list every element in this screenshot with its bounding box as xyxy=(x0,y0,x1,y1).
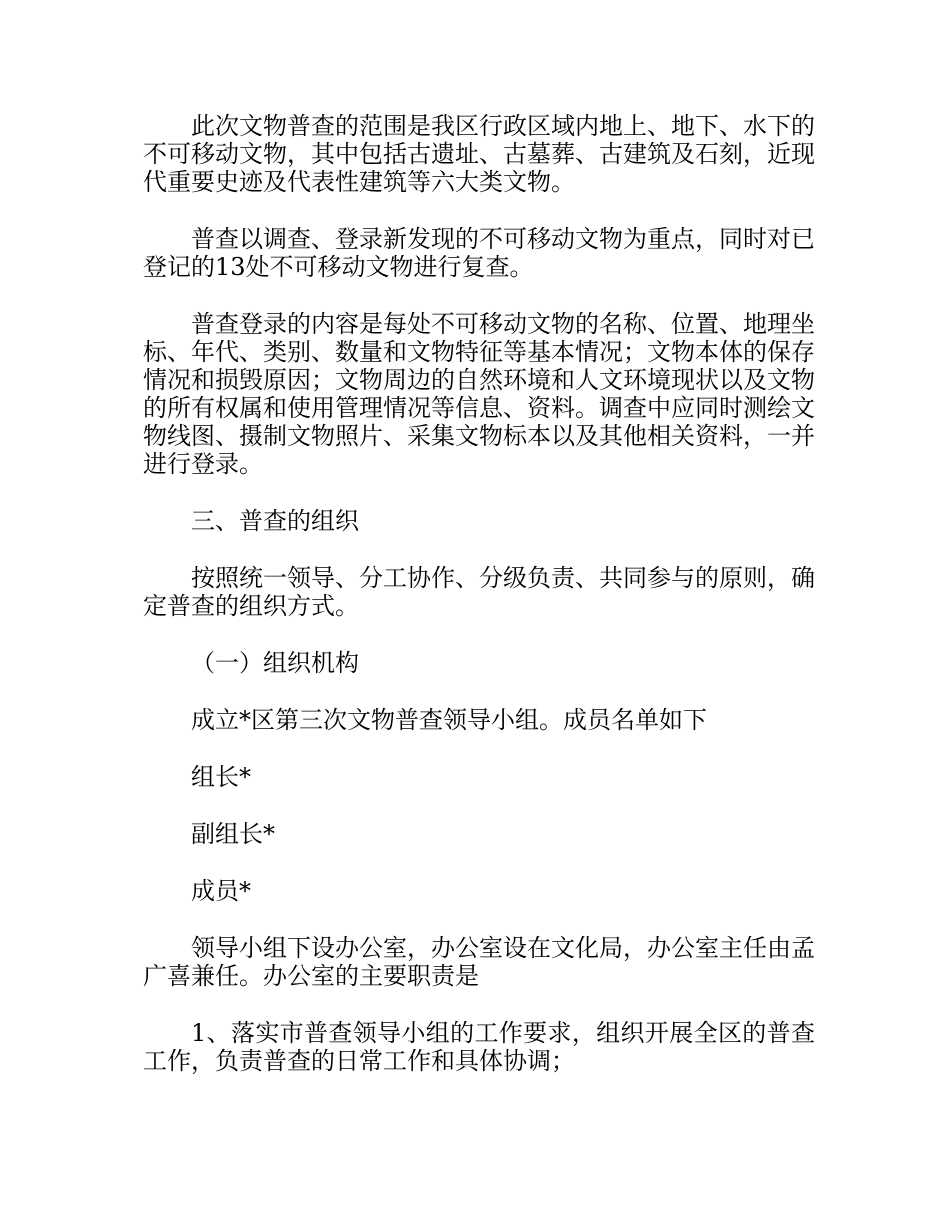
paragraph-survey-scope: 此次文物普查的范围是我区行政区域内地上、地下、水下的不可移动文物，其中包括古遗址、古墓葬、古建筑及石刻，近现代重要史迹及代表性建筑等六大类文物。 xyxy=(143,112,815,196)
section-heading-organization: 三、普查的组织 xyxy=(191,507,359,535)
paragraph-group-leader: 组长* xyxy=(191,763,251,791)
paragraph-registration-content: 普查登录的内容是每处不可移动文物的名称、位置、地理坐标、年代、类别、数量和文物特征等基本情况；文物本体的保存情况和损毁原因；文物周边的自然环境和人文环境现状以及文物的所有权属和使用管理情况等信息、资料。调查中应同时测绘文物线图、摄制文物照片、采集文物标本以及其他相关资料，一并进行登录。 xyxy=(143,310,815,478)
paragraph-survey-focus: 普查以调查、登录新发现的不可移动文物为重点，同时对已登记的13处不可移动文物进行复查。 xyxy=(143,225,815,281)
paragraph-organization-principle: 按照统一领导、分工协作、分级负责、共同参与的原则，确定普查的组织方式。 xyxy=(143,564,815,620)
paragraph-duty-1: 1、落实市普查领导小组的工作要求，组织开展全区的普查工作，负责普查的日常工作和具体协调； xyxy=(143,1019,815,1075)
paragraph-deputy-leader: 副组长* xyxy=(191,820,275,848)
paragraph-members: 成员* xyxy=(191,877,251,905)
paragraph-office: 领导小组下设办公室，办公室设在文化局，办公室主任由孟广喜兼任。办公室的主要职责是 xyxy=(143,934,815,990)
document-body xyxy=(143,112,815,1075)
paragraph-leading-group: 成立*区第三次文物普查领导小组。成员名单如下 xyxy=(191,706,707,734)
subheading-organization-body: （一）组织机构 xyxy=(191,649,359,677)
